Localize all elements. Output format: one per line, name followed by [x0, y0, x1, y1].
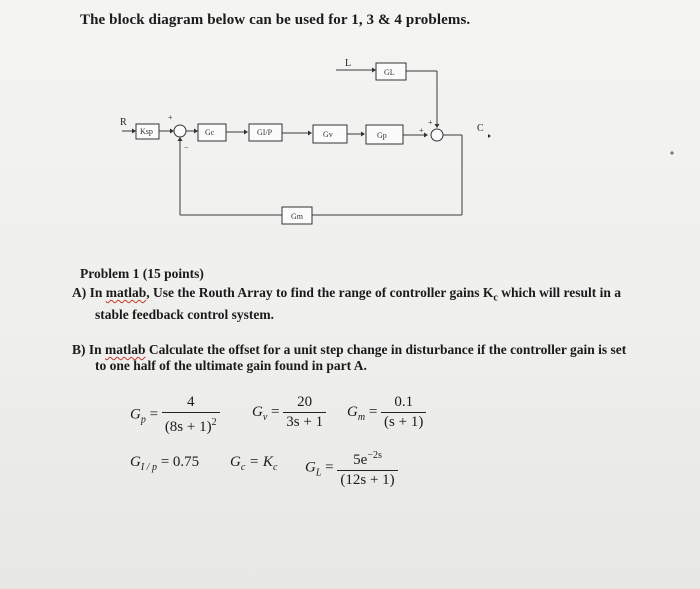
gm-block-label: Gm	[291, 212, 303, 221]
gv-denominator: 3s + 1	[283, 412, 326, 432]
gp-block-label: Gp	[377, 131, 387, 140]
gv-symbol: G	[252, 403, 263, 420]
gm-subscript: m	[357, 411, 366, 423]
part-a-line-2: stable feedback control system.	[95, 306, 274, 322]
equation-gv: $G_v$ = $\frac{20}{3s + 1}$	[252, 393, 326, 432]
sum2-plus-top-sign: +	[428, 118, 433, 127]
gc-block-label: Gc	[205, 128, 215, 137]
gc-symbol: G	[230, 454, 241, 470]
equation-gl: $G_L$ = $\frac{5e^{-2s}}{(12s + 1)}$	[305, 446, 398, 490]
equation-gp: $G_p$ = $\frac{4}{(8s + 1)^2}$	[130, 393, 220, 437]
gp-denominator-text: (8s + 1)	[164, 419, 212, 435]
gp-denominator	[162, 412, 220, 437]
ksp-block-label: Ksp	[140, 127, 153, 136]
sum1-minus-sign: −	[184, 143, 189, 152]
page-speck	[670, 151, 673, 154]
block-diagram	[0, 0, 700, 240]
equation-gm: $G_m$ = $\frac{0.1}{(s + 1)}$	[347, 393, 426, 432]
part-a-text-after: , Use the Routh Array to find the range of controller gains K	[146, 285, 494, 300]
sum2-plus-left-sign: +	[419, 126, 424, 135]
gl-block-label: GL	[384, 68, 395, 77]
gl-subscript: L	[315, 467, 322, 479]
gp-denominator-exponent: 2	[211, 417, 217, 428]
part-b-label: B)	[72, 342, 86, 357]
equation-gc	[230, 454, 277, 473]
part-a-text-end: which will result in a	[497, 285, 621, 300]
summing-junction-1	[174, 125, 186, 137]
part-a-kc-subscript: c	[493, 292, 498, 304]
page-heading: The block diagram below can be used for 1, 3 & 4 problems.	[80, 12, 471, 28]
part-b-text-before: In	[85, 342, 106, 357]
gl-numerator-text: 5e	[353, 452, 368, 468]
gp-numerator: 4	[186, 394, 195, 410]
input-label-r: R	[120, 117, 127, 128]
gv-numerator: 20	[297, 394, 313, 410]
part-a-matlab-word: matlab	[105, 285, 147, 300]
part-a	[72, 285, 682, 323]
gip-subscript: I / p	[140, 462, 157, 473]
problem-title: Problem 1 (15 points)	[80, 266, 204, 281]
gm-fraction	[381, 393, 426, 432]
part-b	[72, 342, 687, 374]
gm-denominator: (s + 1)	[381, 412, 426, 432]
sum1-plus-sign: +	[168, 113, 173, 122]
gl-fraction	[337, 446, 397, 490]
gip-symbol: G	[130, 454, 141, 470]
gv-fraction	[283, 393, 326, 432]
gip-block-label: GI/P	[257, 128, 273, 137]
part-b-matlab-word: matlab	[105, 342, 146, 357]
gv-subscript: v	[262, 411, 268, 423]
summing-junction-2	[431, 129, 443, 141]
gp-subscript: p	[140, 414, 146, 426]
output-label-c: C	[477, 123, 484, 134]
gm-numerator: 0.1	[394, 394, 414, 410]
gl-numerator-exponent: −2s	[367, 450, 382, 461]
gl-symbol: G	[305, 459, 316, 476]
gp-fraction	[162, 393, 220, 437]
gl-denominator: (12s + 1)	[337, 470, 397, 490]
gc-value-subscript: c	[272, 462, 278, 473]
gc-subscript: c	[240, 462, 246, 473]
part-b-text-after: Calculate the offset for a unit step change in disturbance if the controller gain is set	[145, 342, 627, 357]
part-a-text-before: In	[86, 285, 106, 300]
gv-block-label: Gv	[323, 130, 333, 139]
gip-value: = 0.75	[160, 454, 200, 470]
equation-gip	[130, 454, 199, 473]
part-b-line-2: to one half of the ultimate gain found in part A.	[95, 358, 367, 373]
gl-numerator	[350, 446, 385, 470]
gc-value: = K	[249, 454, 273, 470]
disturbance-label-l: L	[345, 58, 352, 69]
part-a-label: A)	[72, 285, 87, 300]
gp-symbol: G	[130, 406, 141, 423]
gm-symbol: G	[347, 403, 358, 420]
